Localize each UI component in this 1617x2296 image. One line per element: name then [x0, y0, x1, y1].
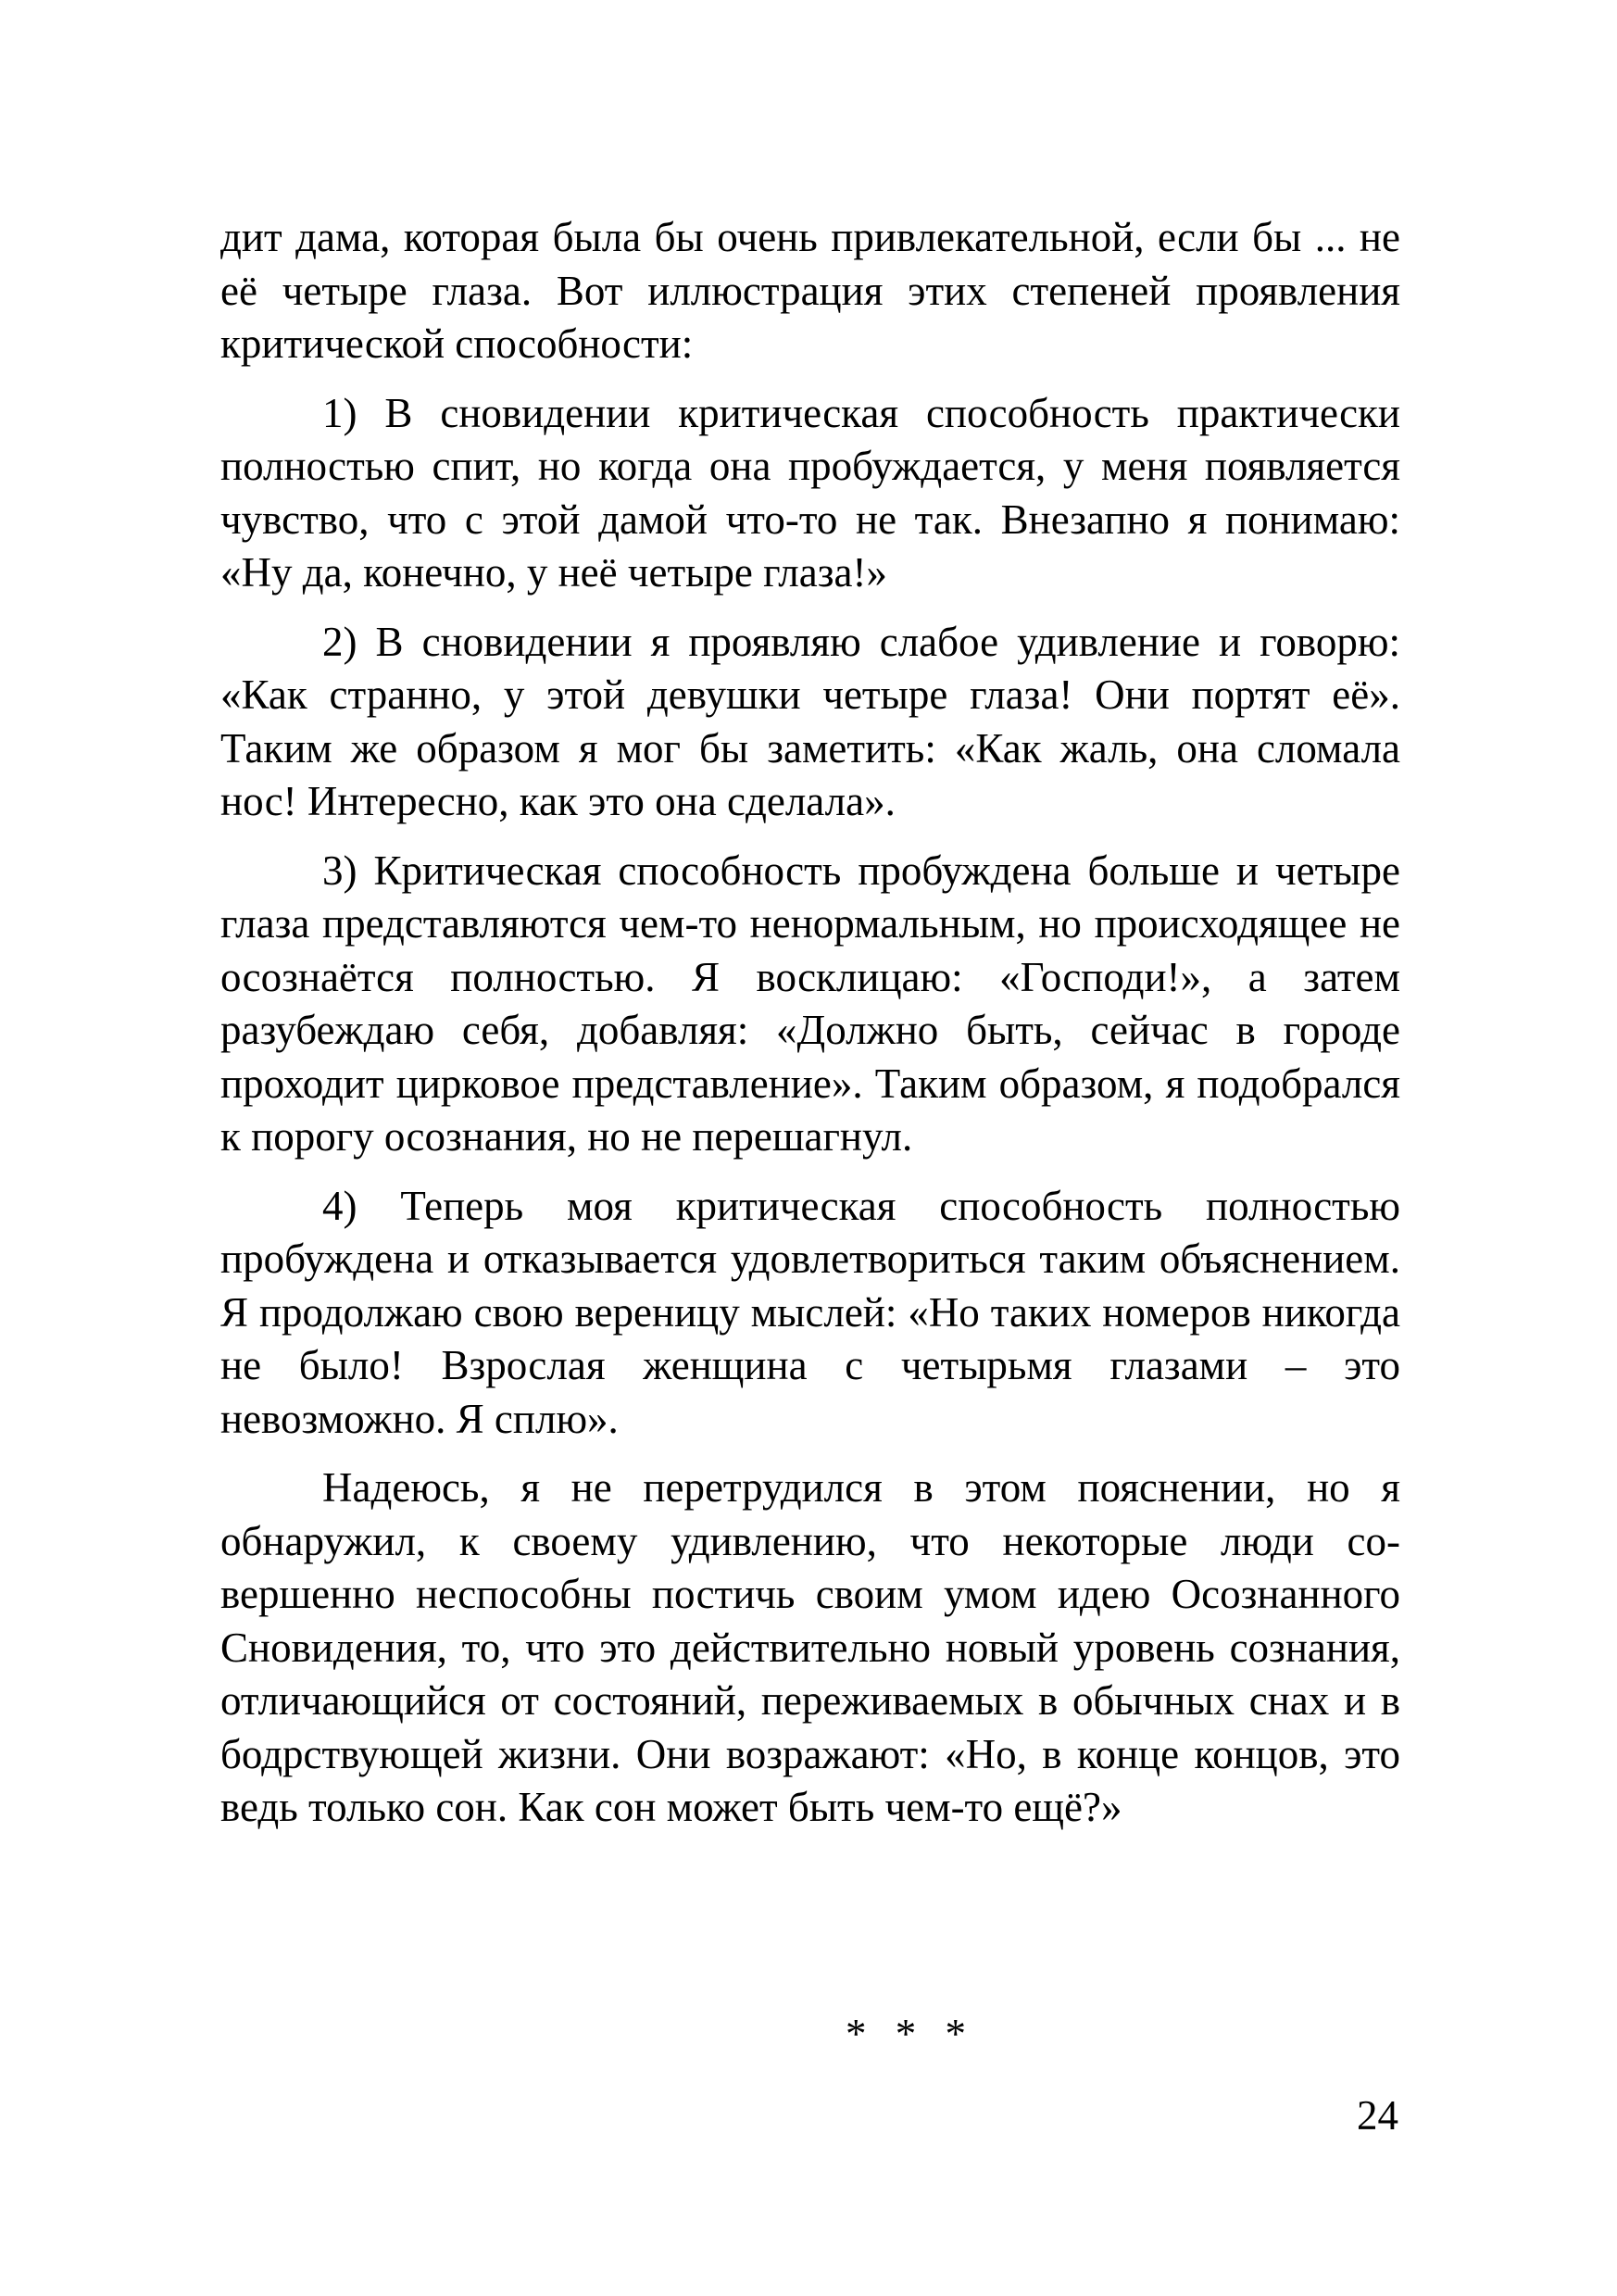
paragraph-item-2: 2) В сновидении я проявляю слабое удивление и говорю: «Как странно, у этой девушки четыре глаза! Они портят её». Таким же образом я мог бы заметить: «Как жаль, она сломала нос! Интересно, как это она сделала». — [220, 618, 1400, 824]
section-separator: * * * — [846, 2011, 975, 2057]
body-text — [220, 211, 1400, 1835]
paragraph-item-3: 3) Критическая способность пробуждена больше и четыре глаза представляются чем-то ненормальным, но происходящее не осознаётся полностью. Я восклицаю: «Господи!», а затем разубеждаю себя, добавляя: «Должно быть, сейчас в городе проходит цирковое представление». Таким образом, я подобрался к порогу осознания, но не перешагнул. — [220, 847, 1400, 1160]
paragraph-item-4: 4) Теперь моя критическая способность полностью пробуждена и отказывается удовлетвориться таким объяснением. Я продолжаю свою вереницу мыслей: «Но таких номеров никогда не было! Взрослая женщина с четырьмя глазами – это невозможно. Я сплю». — [220, 1182, 1400, 1442]
paragraph-intro: дит дама, которая была бы очень привлекательной, если бы ... не её четыре глаза. Вот иллюстрация этих степеней проявления критической способности: — [220, 214, 1400, 367]
paragraph-item-1: 1) В сновидении критическая способность практически полностью спит, но когда она пробуждается, у меня появляется чувство, что с этой дамой что-то не так. Внезапно я понимаю: «Ну да, конечно, у неё четыре глаза!» — [220, 389, 1400, 596]
page-number: 24 — [1357, 2092, 1398, 2139]
paragraph-conclusion: Надеюсь, я не перетрудился в этом пояснении, но я обнаружил, к своему удивлению, что некоторые люди совершенно неспособны постичь своим умом идею Осознанного Сновидения, то, что это действительно новый уровень сознания, отличающийся от состояний, переживаемых в обычных снах и в бодрствующей жизни. Они возражают: «Но, в конце концов, это ведь только сон. Как сон может быть чем-то ещё?» — [220, 1464, 1400, 1830]
